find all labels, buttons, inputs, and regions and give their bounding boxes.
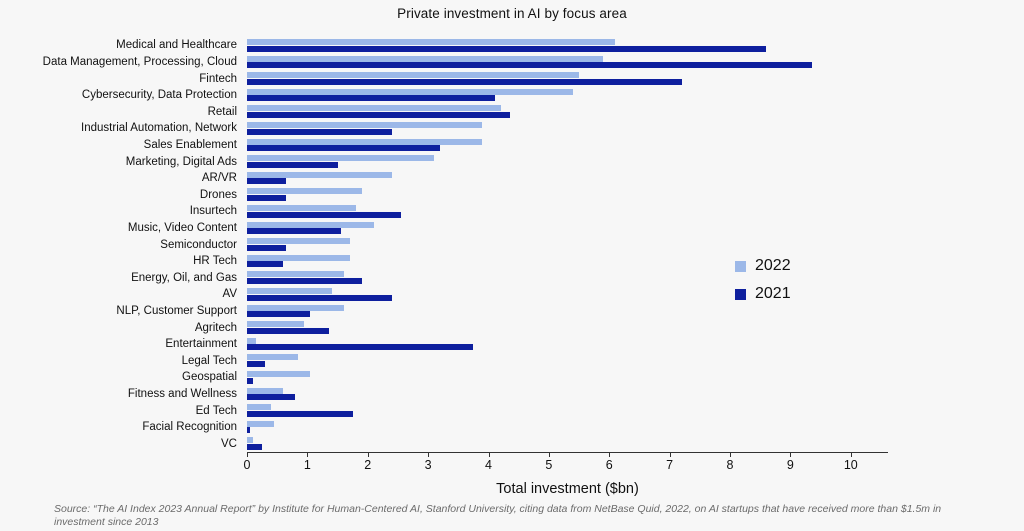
x-tick-label: 7 [666,458,674,472]
source-note: Source: “The AI Index 2023 Annual Report” by Institute for Human-Centered AI, Stanford University, citing data from NetBase Quid, 2022, on AI startups that have received more than $1.5m in investment since 2013 [54,503,942,528]
category-label: HR Tech [193,255,237,268]
bar-2021 [247,195,286,201]
bar-2022 [247,222,374,228]
x-tick-label: 3 [424,458,432,472]
category-label: NLP, Customer Support [116,304,237,317]
bar-2021 [247,261,283,267]
bar-2021 [247,245,286,251]
category-label: AR/VR [201,172,237,185]
category-label: Medical and Healthcare [116,39,237,52]
x-tick-label: 1 [303,458,311,472]
bar-2021 [247,212,401,218]
bar-2022 [247,305,344,311]
x-axis-line [247,452,888,453]
category-label: Data Management, Processing, Cloud [42,55,237,68]
bar-2021 [247,112,510,118]
x-tick [730,452,731,457]
bar-2022 [247,437,253,443]
legend-label: 2022 [755,257,791,274]
category-label: Fintech [199,72,237,85]
x-tick-label: 9 [786,458,794,472]
bar-2022 [247,188,362,194]
bar-2021 [247,411,353,417]
bar-2021 [247,62,812,68]
legend-item[interactable] [735,255,791,277]
bar-2021 [247,46,766,52]
category-label: Legal Tech [181,354,237,367]
bar-2022 [247,255,350,261]
category-label: Entertainment [165,338,237,351]
x-tick [609,452,610,457]
x-tick [307,452,308,457]
bar-2021 [247,378,253,384]
bar-2022 [247,271,344,277]
bar-2022 [247,338,256,344]
bar-2021 [247,427,250,433]
category-label: Geospatial [182,371,237,384]
bar-2021 [247,79,682,85]
bar-2022 [247,205,356,211]
category-label: AV [222,288,237,301]
bar-2022 [247,155,434,161]
x-tick-label: 0 [243,458,251,472]
category-label: Marketing, Digital Ads [125,155,237,168]
bar-2021 [247,95,495,101]
legend-item[interactable] [735,283,791,305]
bar-2022 [247,105,501,111]
x-tick [670,452,671,457]
bar-2022 [247,321,304,327]
legend-swatch-icon [735,261,746,272]
category-label: Cybersecurity, Data Protection [81,89,237,102]
category-label: Fitness and Wellness [127,387,237,400]
category-label: Insurtech [189,205,237,218]
category-label: Semiconductor [160,238,237,251]
legend-label: 2021 [755,285,791,302]
category-label: Industrial Automation, Network [81,122,237,135]
x-tick [851,452,852,457]
x-tick [247,452,248,457]
bar-2021 [247,295,392,301]
category-label: Facial Recognition [142,421,237,434]
bar-2022 [247,288,332,294]
plot-area [247,37,887,452]
bar-2022 [247,122,482,128]
bar-2021 [247,178,286,184]
bar-2022 [247,56,603,62]
x-tick-label: 2 [364,458,372,472]
bar-2022 [247,89,573,95]
bar-2021 [247,145,440,151]
bar-2022 [247,371,310,377]
category-label: Retail [207,105,237,118]
category-label: Ed Tech [195,404,237,417]
x-tick-label: 10 [843,458,858,472]
category-axis-labels [0,37,242,452]
category-label: Music, Video Content [127,221,237,234]
bar-2022 [247,404,271,410]
x-tick [489,452,490,457]
x-tick-label: 5 [545,458,553,472]
x-tick [790,452,791,457]
x-tick [368,452,369,457]
bar-2021 [247,162,338,168]
bar-2021 [247,344,473,350]
bar-2022 [247,139,482,145]
category-label: Sales Enablement [143,138,237,151]
x-tick-label: 4 [485,458,492,472]
bar-2021 [247,328,329,334]
bar-2021 [247,394,295,400]
category-label: Agritech [194,321,237,334]
x-tick [428,452,429,457]
chart-title: Private investment in AI by focus area [397,6,627,21]
bar-2022 [247,388,283,394]
category-label: Drones [199,188,237,201]
bar-2022 [247,354,298,360]
bar-2021 [247,129,392,135]
chart-legend [735,255,791,311]
bar-2022 [247,39,615,45]
x-axis-title: Total investment ($bn) [496,481,639,497]
legend-swatch-icon [735,289,746,300]
x-tick [549,452,550,457]
x-tick-label: 6 [605,458,613,472]
bar-2021 [247,361,265,367]
category-label: Energy, Oil, and Gas [131,271,237,284]
bar-2021 [247,444,262,450]
bar-2022 [247,238,350,244]
bar-2021 [247,278,362,284]
bar-2022 [247,172,392,178]
bar-2022 [247,72,579,78]
bar-2021 [247,311,310,317]
bar-2022 [247,421,274,427]
bar-2021 [247,228,341,234]
x-tick-label: 8 [726,458,734,472]
category-label: VC [221,437,237,450]
